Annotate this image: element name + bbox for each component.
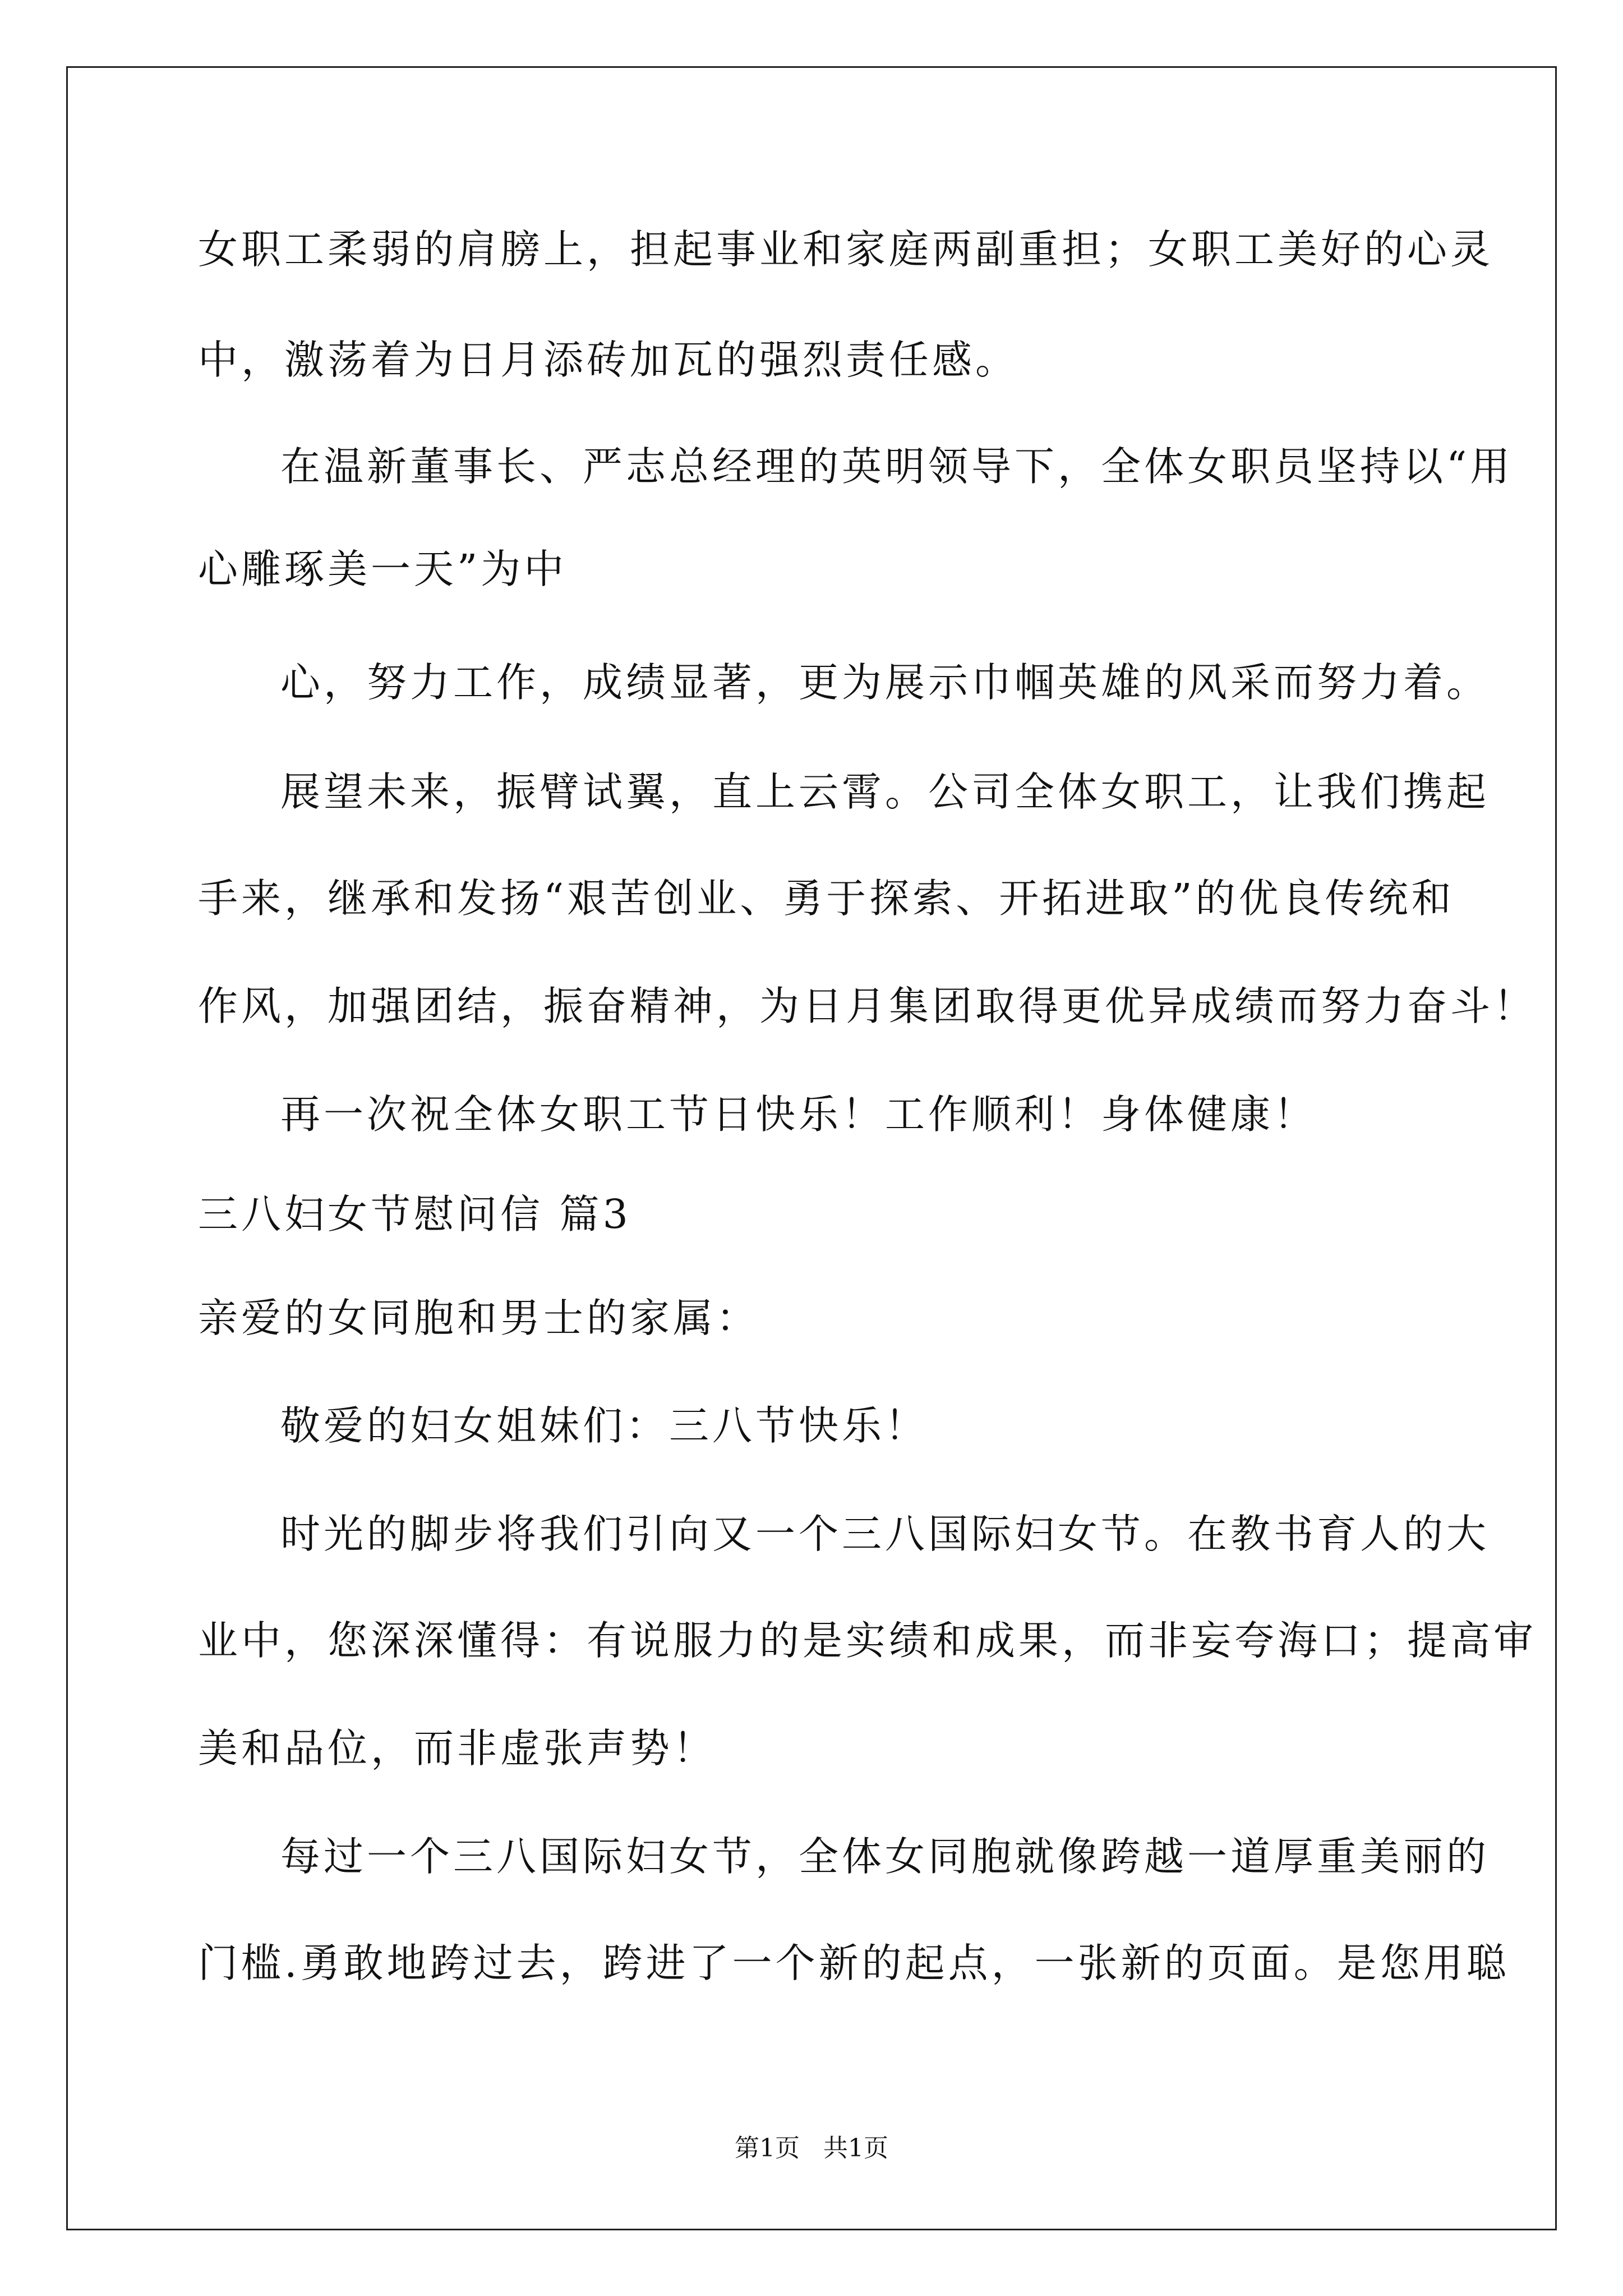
body-text-line: 业中，您深深懂得：有说服力的是实绩和成果，而非妄夸海口；提高审 xyxy=(198,1617,1537,1664)
paragraph-start-line: 展望未来，振臂试翼，直上云霄。公司全体女职工，让我们携起 xyxy=(280,769,1490,815)
body-text-line: 中，激荡着为日月添砖加瓦的强烈责任感。 xyxy=(198,337,1019,383)
page-border xyxy=(66,66,1557,2230)
body-text-line: 美和品位，而非虚张声势！ xyxy=(198,1725,717,1772)
body-text-line: 心雕琢美一天”为中 xyxy=(198,546,568,592)
body-text-line: 女职工柔弱的肩膀上，担起事业和家庭两副重担；女职工美好的心灵 xyxy=(198,226,1494,273)
body-text-line: 门槛.勇敢地跨过去，跨进了一个新的起点，一张新的页面。是您用聪 xyxy=(198,1940,1510,1986)
paragraph-start-line: 敬爱的妇女姐妹们：三八节快乐！ xyxy=(280,1402,929,1449)
page-number-footer: 第1页 共1页 xyxy=(735,2134,888,2162)
section-heading: 三八妇女节慰问信 篇3 xyxy=(198,1191,631,1237)
paragraph-start-line: 每过一个三八国际妇女节，全体女同胞就像跨越一道厚重美丽的 xyxy=(280,1833,1490,1880)
salutation-line: 亲爱的女同胞和男士的家属： xyxy=(198,1295,760,1341)
paragraph-start-line: 时光的脚步将我们引向又一个三八国际妇女节。在教书育人的大 xyxy=(280,1511,1490,1557)
paragraph-start-line: 在温新董事长、严志总经理的英明领导下，全体女职员坚持以“用 xyxy=(280,443,1514,490)
body-text-line: 作风，加强团结，振奋精神，为日月集团取得更优异成绩而努力奋斗！ xyxy=(198,983,1537,1029)
body-text-line: 手来，继承和发扬“艰苦创业、勇于探索、开拓进取”的优良传统和 xyxy=(198,875,1455,922)
paragraph-start-line: 心，努力工作，成绩显著，更为展示巾帼英雄的风采而努力着。 xyxy=(280,659,1490,706)
paragraph-start-line: 再一次祝全体女职工节日快乐！工作顺利！身体健康！ xyxy=(280,1091,1317,1138)
